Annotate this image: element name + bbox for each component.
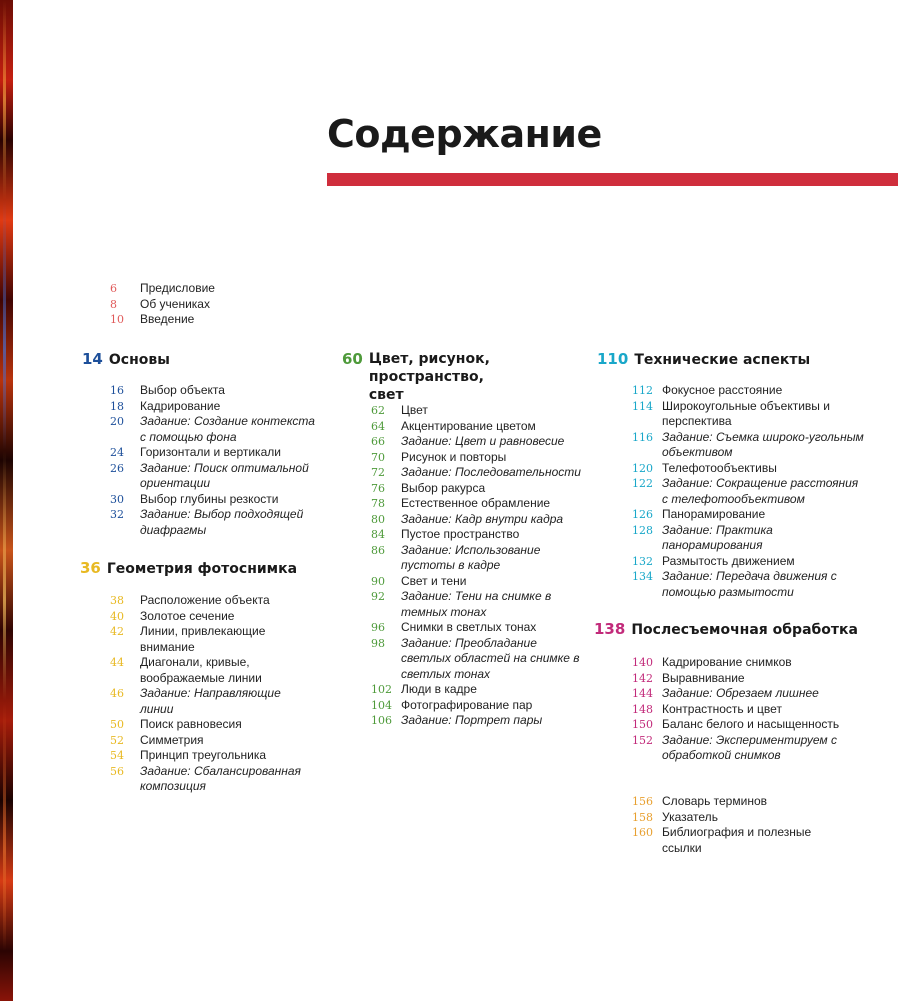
page-number: 26 xyxy=(110,461,124,475)
toc-entry xyxy=(632,523,864,554)
page-number: 8 xyxy=(110,297,117,311)
page-number: 32 xyxy=(110,508,124,521)
toc-entry xyxy=(371,698,581,714)
toc-entry xyxy=(110,383,320,399)
page-number: 56 xyxy=(110,764,124,778)
title-rule xyxy=(327,173,898,186)
toc-entry xyxy=(371,434,581,450)
entry-title: Широкоугольные объективы и перспектива xyxy=(662,398,830,428)
toc-entry xyxy=(110,297,310,313)
page-number: 148 xyxy=(632,702,653,716)
toc-entry xyxy=(632,825,812,856)
toc-entry xyxy=(110,492,320,508)
entry-title: Горизонтали и вертикали xyxy=(140,445,281,459)
page-number: 20 xyxy=(110,415,124,428)
section-number: 14 xyxy=(82,350,103,368)
toc-entry xyxy=(371,636,581,683)
entry-title: Задание: Направляющие линии xyxy=(140,686,281,716)
toc-entry xyxy=(110,655,310,686)
toc-entry xyxy=(110,593,310,609)
toc-entry xyxy=(371,450,581,466)
toc-entry xyxy=(632,686,864,702)
entry-title: Кадрирование xyxy=(140,398,221,413)
entry-title: Снимки в светлых тонах xyxy=(401,620,537,634)
section-number: 36 xyxy=(80,559,101,577)
entry-title: Пустое пространство xyxy=(401,527,520,541)
intro-list xyxy=(110,281,310,328)
entry-title: Фотографирование пар xyxy=(401,697,533,712)
section-header-color xyxy=(342,350,519,404)
page-number: 106 xyxy=(371,714,392,727)
section-title: Геометрия фотоснимка xyxy=(106,561,298,577)
page-number: 120 xyxy=(632,461,653,475)
page-number: 150 xyxy=(632,718,653,731)
page-number: 114 xyxy=(632,399,653,413)
toc-entry xyxy=(110,764,310,795)
entry-title: Об учениках xyxy=(140,296,210,311)
toc-entry xyxy=(110,399,320,415)
page-number: 122 xyxy=(632,477,653,490)
toc-entry xyxy=(110,624,310,655)
page-number: 66 xyxy=(371,435,385,448)
entry-title: Расположение объекта xyxy=(140,593,270,607)
section-number: 138 xyxy=(594,620,626,638)
section-header-tech xyxy=(597,350,810,369)
page-number: 40 xyxy=(110,609,124,623)
page-number: 50 xyxy=(110,718,124,731)
page-number: 158 xyxy=(632,810,653,824)
section-list-color xyxy=(371,403,581,729)
entry-title: Задание: Кадр внутри кадра xyxy=(401,511,564,526)
page-number: 132 xyxy=(632,554,653,568)
page-number: 98 xyxy=(371,636,385,650)
section-header-geometry xyxy=(80,559,297,578)
toc-entry xyxy=(110,461,320,492)
page-number: 46 xyxy=(110,687,124,700)
toc-entry xyxy=(371,543,581,574)
page-number: 70 xyxy=(371,450,385,464)
toc-entry xyxy=(632,733,864,764)
section-title: Цвет, рисунок, пространство, свет xyxy=(368,351,490,403)
page-number: 126 xyxy=(632,508,653,521)
section-header-post xyxy=(594,620,858,639)
page-number: 160 xyxy=(632,826,653,839)
toc-entry xyxy=(371,589,581,620)
page-number: 62 xyxy=(371,404,385,417)
toc-entry xyxy=(632,554,864,570)
entry-title: Задание: Поиск оптимальной ориентации xyxy=(140,460,309,490)
toc-entry xyxy=(110,312,310,328)
toc-entry xyxy=(632,671,864,687)
toc-entry xyxy=(371,403,581,419)
entry-title: Линии, привлекающие внимание xyxy=(140,624,266,654)
page-number: 10 xyxy=(110,313,124,326)
entry-title: Выбор объекта xyxy=(140,383,225,397)
toc-entry xyxy=(110,748,310,764)
page-number: 134 xyxy=(632,570,653,583)
toc-entry xyxy=(632,702,864,718)
section-list-geometry xyxy=(110,593,310,795)
toc-entry xyxy=(632,399,864,430)
section-header-osnovy xyxy=(82,350,170,369)
page-number: 84 xyxy=(371,528,385,541)
section-number: 60 xyxy=(342,350,363,368)
entry-title: Выравнивание xyxy=(662,670,745,685)
toc-entry xyxy=(371,512,581,528)
toc-entry xyxy=(632,430,864,461)
page-number: 140 xyxy=(632,656,653,669)
toc-entry xyxy=(632,569,864,600)
entry-title: Панорамирование xyxy=(662,507,766,521)
page-number: 152 xyxy=(632,733,653,747)
page-number: 128 xyxy=(632,523,653,537)
page-number: 78 xyxy=(371,497,385,510)
page-number: 6 xyxy=(110,282,117,295)
toc-entry xyxy=(110,281,310,297)
page-number: 112 xyxy=(632,384,653,397)
toc-entry xyxy=(110,445,320,461)
entry-title: Задание: Съемка широко-угольным объективом xyxy=(662,429,864,459)
page-number: 44 xyxy=(110,656,124,669)
section-title: Технические аспекты xyxy=(634,352,811,368)
page-title: Содержание xyxy=(327,112,602,156)
toc-entry xyxy=(110,686,310,717)
entry-title: Указатель xyxy=(662,809,718,824)
entry-title: Задание: Экспериментируем с обработкой снимков xyxy=(662,732,837,762)
page-number: 142 xyxy=(632,671,653,685)
entry-title: Задание: Последовательности xyxy=(401,465,581,479)
toc-entry xyxy=(371,713,581,729)
entry-title: Золотое сечение xyxy=(140,608,235,623)
toc-entry xyxy=(110,717,310,733)
toc-entry xyxy=(110,733,310,749)
page-number: 76 xyxy=(371,481,385,495)
page-number: 102 xyxy=(371,683,392,696)
entry-title: Кадрирование снимков xyxy=(662,655,792,669)
toc-entry xyxy=(632,476,864,507)
entry-title: Задание: Цвет и равновесие xyxy=(401,434,565,448)
entry-title: Введение xyxy=(140,312,195,326)
section-title: Послесъемочная обработка xyxy=(631,622,858,638)
page-number: 90 xyxy=(371,574,385,588)
page-number: 64 xyxy=(371,419,385,433)
toc-entry xyxy=(110,414,320,445)
page-number: 156 xyxy=(632,795,653,808)
page-number: 116 xyxy=(632,430,653,444)
entry-title: Контрастность и цвет xyxy=(662,701,782,716)
page-number: 92 xyxy=(371,590,385,603)
entry-title: Рисунок и повторы xyxy=(401,449,507,464)
page-number: 52 xyxy=(110,733,124,747)
entry-title: Поиск равновесия xyxy=(140,717,242,731)
entry-title: Баланс белого и насыщенность xyxy=(662,717,840,731)
page-number: 80 xyxy=(371,512,385,526)
toc-entry xyxy=(632,655,864,671)
entry-title: Акцентирование цветом xyxy=(401,418,536,433)
entry-title: Задание: Создание контекста с помощью фона xyxy=(140,414,315,444)
entry-title: Диагонали, кривые, воображаемые линии xyxy=(140,655,262,685)
entry-title: Задание: Передача движения с помощью размытости xyxy=(662,569,837,599)
toc-entry xyxy=(371,620,581,636)
toc-entry xyxy=(371,682,581,698)
entry-title: Естественное обрамление xyxy=(401,496,551,510)
entry-title: Симметрия xyxy=(140,732,204,747)
toc-entry xyxy=(110,609,310,625)
entry-title: Словарь терминов xyxy=(662,794,767,808)
entry-title: Библиография и полезные ссылки xyxy=(662,825,812,855)
toc-entry xyxy=(371,419,581,435)
toc-entry xyxy=(632,810,812,826)
toc-entry xyxy=(371,527,581,543)
entry-title: Задание: Практика панорамирования xyxy=(662,522,773,552)
toc-entry xyxy=(371,481,581,497)
entry-title: Свет и тени xyxy=(401,573,467,588)
entry-title: Фокусное расстояние xyxy=(662,383,783,397)
page-number: 30 xyxy=(110,492,124,506)
page-number: 96 xyxy=(371,621,385,634)
toc-entry xyxy=(371,574,581,590)
entry-title: Задание: Портрет пары xyxy=(401,713,543,727)
toc-entry xyxy=(632,794,812,810)
entry-title: Принцип треугольника xyxy=(140,748,267,762)
page-number: 86 xyxy=(371,543,385,557)
cover-edge-decoration xyxy=(0,0,13,1001)
entry-title: Выбор глубины резкости xyxy=(140,491,279,506)
page-number: 42 xyxy=(110,625,124,638)
page-number: 54 xyxy=(110,749,124,762)
toc-entry xyxy=(371,465,581,481)
toc-entry xyxy=(632,717,864,733)
page-number: 72 xyxy=(371,466,385,479)
entry-title: Задание: Преобладание светлых областей на снимке в светлых тонах xyxy=(401,635,580,681)
toc-entry xyxy=(110,507,320,538)
section-list-post xyxy=(632,655,864,764)
entry-title: Задание: Использование пустоты в кадре xyxy=(401,542,541,572)
entry-title: Задание: Обрезаем лишнее xyxy=(662,686,819,700)
entry-title: Задание: Сбалансированная композиция xyxy=(140,763,301,793)
toc-entry xyxy=(371,496,581,512)
page-number: 24 xyxy=(110,446,124,459)
section-title: Основы xyxy=(108,352,170,368)
section-number: 110 xyxy=(597,350,629,368)
entry-title: Размытость движением xyxy=(662,553,795,568)
entry-title: Задание: Тени на снимке в темных тонах xyxy=(401,589,552,619)
section-list-osnovy xyxy=(110,383,320,538)
entry-title: Выбор ракурса xyxy=(401,480,486,495)
page-number: 18 xyxy=(110,399,124,413)
page-number: 144 xyxy=(632,687,653,700)
entry-title: Задание: Выбор подходящей диафрагмы xyxy=(140,507,304,537)
entry-title: Телефотообъективы xyxy=(662,460,777,475)
page-number: 16 xyxy=(110,384,124,397)
entry-title: Цвет xyxy=(401,403,428,417)
section-list-tech xyxy=(632,383,864,600)
entry-title: Люди в кадре xyxy=(401,682,477,696)
page-number: 38 xyxy=(110,594,124,607)
end-list xyxy=(632,794,812,856)
page-number: 104 xyxy=(371,698,392,712)
toc-entry xyxy=(632,383,864,399)
toc-entry xyxy=(632,507,864,523)
entry-title: Задание: Сокращение расстояния с телефотообъективом xyxy=(662,476,859,506)
entry-title: Предисловие xyxy=(140,281,215,295)
toc-entry xyxy=(632,461,864,477)
